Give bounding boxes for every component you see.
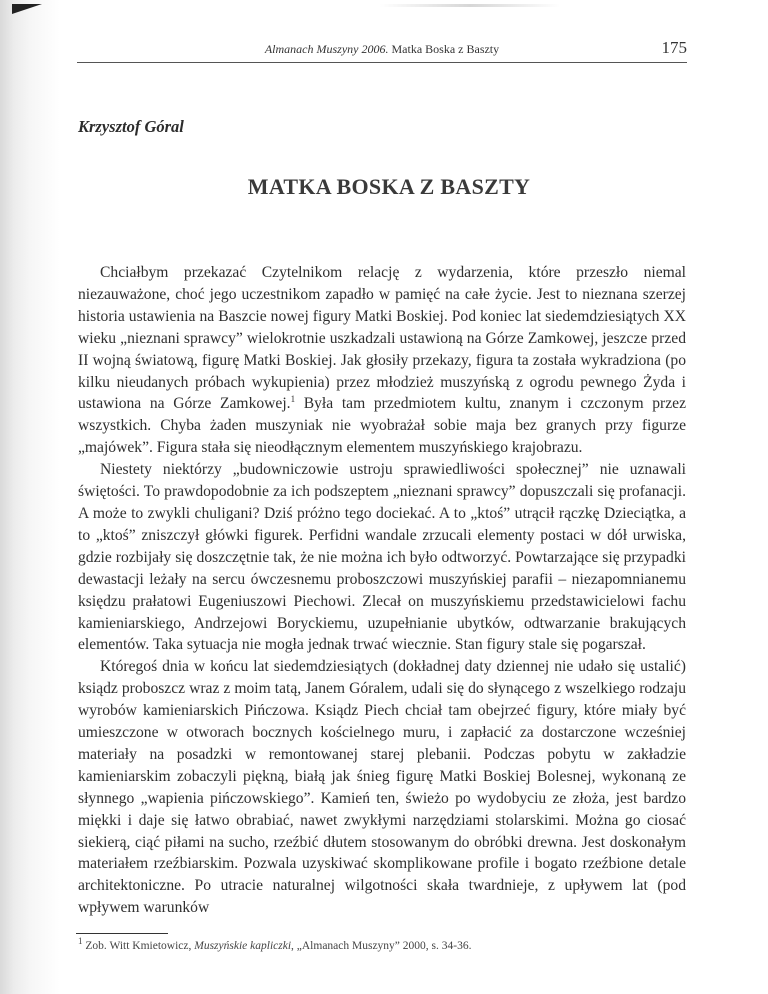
footnote xyxy=(78,936,472,952)
footnote-divider xyxy=(76,933,168,934)
paragraph-1-text-a: Chciałbym przekazać Czytelnikom relację z wydarzenia, które przeszło niemal niezauważone, choć jego uczestnikom zapadło w pamięć na całe życie. Jest to nieznana szerzej historia ustawienia na Baszcie nowej figury Matki Boskiej. Pod koniec lat siedemdziesiątych XX wieku „nieznani sprawcy” wielokrotnie uszkadzali ustawioną na Górze Zamkowej, jeszcze przed II wojną światową, figurę Matki Boskiej. Jak głosiły przekazy, figura ta została wykradziona (po kilku nieudanych próbach wykupienia) przez młodzież muszyńską z ogrodu pewnego Żyda i ustawiona na Górze Zamkowej. xyxy=(78,264,686,413)
author-name: Krzysztof Góral xyxy=(78,117,184,136)
paragraph-1-text-b: Była tam przedmiotem kultu, znanym i czczonym przez wszystkich. Chyba żaden muszyniak nie wyobrażał sobie maja bez granych przy figurze „majówek”. Figura stała się nieodłącznym elementem muszyńskiego krajobrazu. xyxy=(78,395,686,457)
page-number: 175 xyxy=(661,38,687,57)
footnote-text-b: , „Almanach Muszyny” 2000, s. 34-36. xyxy=(291,940,472,952)
footnote-reference[interactable]: 1 xyxy=(290,394,296,405)
paragraph-1 xyxy=(78,262,686,459)
footnote-cited-title: Muszyńskie kapliczki xyxy=(194,940,292,952)
running-head xyxy=(77,38,687,63)
scan-top-artifact xyxy=(380,4,560,7)
footnote-number: 1 xyxy=(78,936,83,947)
paragraph-3: Któregoś dnia w końcu lat siedemdziesiątych (dokładnej daty dziennej nie udało się ustalić) ksiądz proboszcz wraz z moim tatą, Janem Góralem, udali się do słynącego z wszelkiego rodzaju wyrobów kamieniarskich Pińczowa. Ksiądz Piech chciał tam obejrzeć figury, które miały być umieszczone w otworach bocznych kościelnego muru, i zapłacić za dostarczone wcześniej materiały na posadzki w remontowanej starej plebanii. Podczas pobytu w zakładzie kamieniarskim zobaczyli piękną, białą jak śnieg figurę Matki Boskiej Bolesnej, wykonaną ze słynnego „wapienia pińczowskiego”. Kamień ten, świeżo po wydobyciu ze złoża, jest bardzo miękki i daje się łatwo obrabiać, nawet zwykłymi narzędziami stolarskimi. Można go ciosać siekierą, ciąć piłami na sucho, rzeźbić dłutem stosowanym do obróbki drewna. Jest doskonałym materiałem rzeźbiarskim. Pozwala uzyskiwać skomplikowane profile i bogato rzeźbione detale architektoniczne. Po utracie naturalnej wilgotności skała twardnieje, z upływem lat (pod wpływem warunków xyxy=(78,658,686,917)
journal-name: Almanach Muszyny 2006. xyxy=(264,42,389,56)
running-head-title xyxy=(77,42,687,57)
paragraph-2: Niestety niektórzy „budowniczowie ustroju sprawiedliwości społecznej” nie uznawali świętości. To prawdopodobnie za ich podszeptem „nieznani sprawcy” dopuszczali się profanacji. A może to zwykli chuligani? Dziś próżno tego dociekać. A to „ktoś” utrącił rączkę Dzieciątka, a to „ktoś” zniszczył główki figurek. Perfidni wandale zrzucali elementy postaci w dół urwiska, gdzie rozbijały się doszczętnie tak, że nie można ich było odtworzyć. Powtarzające się przypadki dewastacji leżały na sercu ówczesnemu proboszczowi muszyńskiej parafii – niezapomnianemu księdzu prałatowi Eugeniuszowi Piechowi. Zlecał on muszyńskiemu przedstawicielowi fachu kamieniarskiego, Andrzejowi Boryckiemu, uzupełnianie ubytków, odtwarzanie brakujących elementów. Taka sytuacja nie mogła jednak trwać wiecznie. Stan figury stale się pogarszał. xyxy=(78,461,686,654)
scan-edge-shadow xyxy=(0,0,60,994)
article-title: MATKA BOSKA Z BASZTY xyxy=(247,174,531,199)
article-short-title: Matka Boska z Baszty xyxy=(391,42,500,56)
footnote-text-a: Zob. Witt Kmietowicz, xyxy=(82,940,195,952)
article-body xyxy=(78,262,686,919)
scan-corner-mark xyxy=(12,4,42,14)
